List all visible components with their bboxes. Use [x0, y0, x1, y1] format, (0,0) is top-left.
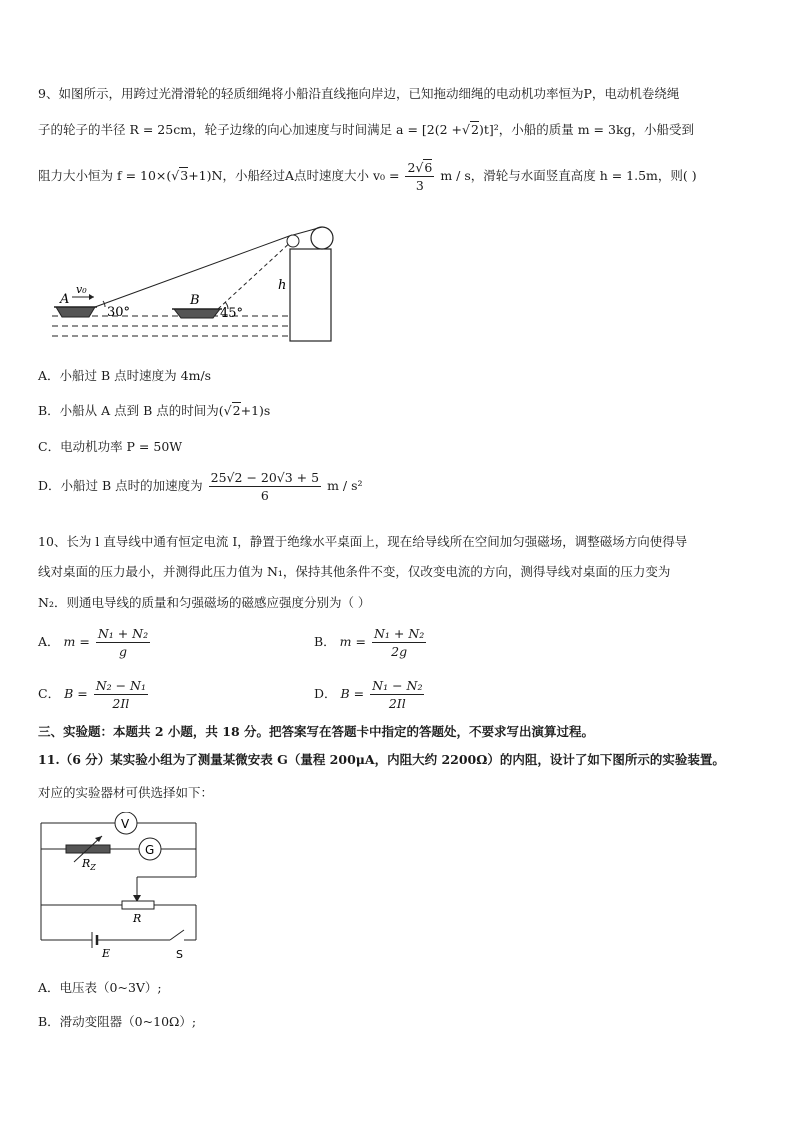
q11-circuit-diagram — [36, 812, 206, 962]
q9-line-2-part-a: 子的轮子的半径 R = 25cm，轮子边缘的向心加速度与时间满足 a = [2(2 + — [38, 122, 463, 137]
q9-line-3-part-c: m / s，滑轮与水面竖直高度 h = 1.5m，则( ) — [440, 168, 697, 183]
rope-b — [218, 239, 294, 309]
q11-option-b: B．滑动变阻器（0~10Ω）; — [38, 1014, 197, 1029]
q9-line-3-part-a: 阻力大小恒为 f = 10×( — [38, 168, 172, 183]
switch-s — [170, 930, 184, 940]
q9-line-2-part-b: )t]²，小船的质量 m = 3kg，小船受到 — [478, 122, 695, 137]
q9-line-3-radicand: 3 — [180, 168, 189, 183]
q9-line-3: 阻力大小恒为 f = 10×(√3+1)N，小船经过A点时速度大小 v₀ = $\frac{2√6}{3}$ m / s，滑轮与水面竖直高度 h = 1.5m，则( ) — [38, 160, 697, 193]
q10-option-c: C． B = $\frac{\text{N₂ − N₁}}{2Il}$ — [38, 678, 147, 711]
label-angle-45: 45° — [220, 306, 244, 321]
boat-a — [56, 307, 95, 317]
q10-line-3: N₂．则通电导线的质量和匀强磁场的磁感应强度分别为（ ） — [38, 595, 371, 610]
q9-option-a: A．小船过 B 点时速度为 4m/s — [38, 368, 212, 383]
q9-option-d-fraction: $\frac{25√2 - 20√3 + 5}{6}$ — [210, 470, 320, 503]
q11-option-a: A．电压表（0~3V）; — [38, 980, 162, 995]
q9-option-d: D．小船过 B 点时的加速度为 $\frac{25√2 - 20√3 + 5}{6}$ m / s² — [38, 470, 363, 503]
q9-v0-num-coef: 2 — [407, 160, 416, 175]
q10-option-b: B． m = $\frac{\text{N₁ + N₂}}{2g}$ — [314, 626, 425, 659]
q10-line-1: 10、长为 l 直导线中通有恒定电流 I，静置于绝缘水平桌面上，现在给导线所在空间加匀强磁场，调整磁场方向使得导 — [38, 534, 688, 549]
q9-line-2: 子的轮子的半径 R = 25cm，轮子边缘的向心加速度与时间满足 a = [2(2 +√2)t]²，小船的质量 m = 3kg，小船受到 — [38, 122, 695, 137]
q9-line-2-radicand: 2 — [471, 122, 479, 137]
section-3-heading: 三、实验题：本题共 2 小题，共 18 分。把答案写在答题卡中指定的答题处，不要求写出演算过程。 — [38, 724, 595, 739]
q10-option-a: A． m = $\frac{\text{N₁ + N₂}}{g}$ — [38, 626, 149, 659]
label-h: h — [278, 278, 287, 293]
pier — [290, 249, 331, 341]
q9-line-1: 9、如图所示，用跨过光滑滑轮的轻质细绳将小船沿直线拖向岸边，已知拖动细绳的电动机功率恒为P，电动机卷绕绳 — [38, 86, 680, 101]
q10-line-2: 线对桌面的压力最小，并测得此压力值为 N₁，保持其他条件不变，仅改变电流的方向，测得导线对桌面的压力变为 — [38, 564, 671, 579]
label-e: E — [102, 947, 111, 960]
label-g: G — [145, 843, 155, 857]
rheostat-r — [122, 901, 154, 909]
q9-line-3-part-b: +1)N，小船经过A点时速度大小 v₀ = — [188, 168, 400, 183]
pulley-small — [287, 235, 299, 247]
label-r: R — [133, 912, 142, 925]
label-v: V — [121, 817, 130, 831]
q9-boat-figure — [50, 225, 350, 345]
q9-v0-num-radicand: 6 — [424, 160, 433, 175]
label-rz: $R_Z$ — [82, 857, 96, 872]
label-b: B — [190, 293, 200, 308]
q9-v0-fraction: $\frac{2√6}{3}$ — [407, 160, 433, 193]
label-angle-30: 30° — [107, 305, 131, 320]
label-a: A — [60, 292, 70, 307]
pulley-large — [311, 227, 333, 249]
label-v0: v₀ — [76, 283, 87, 296]
q11-line-2: 对应的实验器材可供选择如下： — [38, 785, 214, 800]
q9-v0-den: 3 — [415, 178, 424, 193]
q10-option-d: D． B = $\frac{\text{N₁ − N₂}}{2Il}$ — [314, 678, 423, 711]
q11-line-1: 11.（6 分）某实验小组为了测量某微安表 G（量程 200μA，内阻大约 2200Ω）的内阻，设计了如下图所示的实验装置。 — [38, 752, 725, 767]
q9-option-b: B．小船从 A 点到 B 点的时间为(√2+1)s — [38, 403, 271, 418]
q9-option-c: C．电动机功率 P = 50W — [38, 439, 183, 454]
label-s: S — [176, 948, 183, 961]
boat-b — [174, 309, 220, 318]
